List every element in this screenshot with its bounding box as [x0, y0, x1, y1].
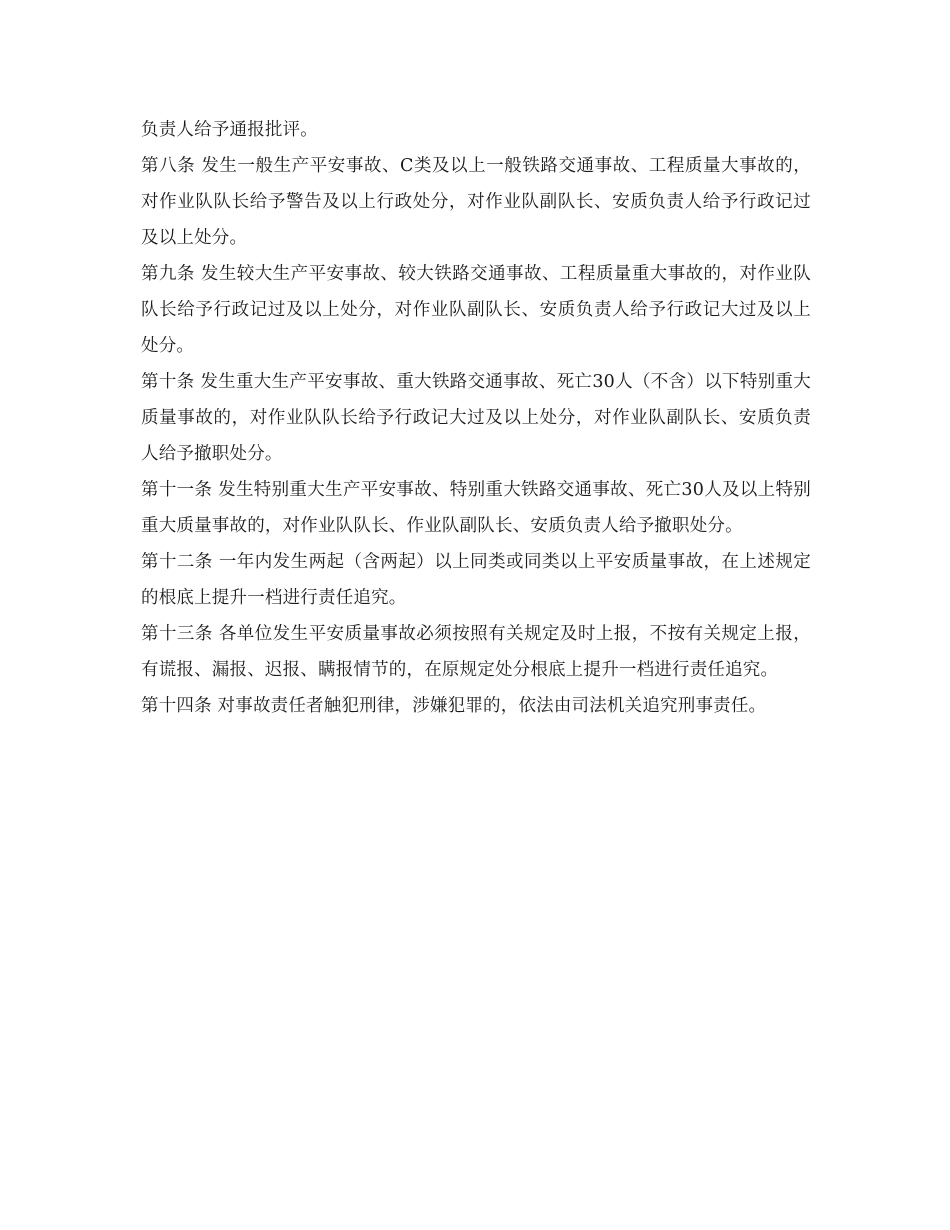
paragraph-article-13: 第十三条 各单位发生平安质量事故必须按照有关规定及时上报，不按有关规定上报，有谎报、漏报、迟报、瞒报情节的，在原规定处分根底上提升一档进行责任追究。	[141, 624, 811, 680]
paragraph-continuation: 负责人给予通报批评。	[141, 120, 318, 140]
paragraph-article-8: 第八条 发生一般生产平安事故、C类及以上一般铁路交通事故、工程质量大事故的，对作业队队长给予警告及以上行政处分，对作业队副队长、安质负责人给予行政记过及以上处分。	[141, 156, 811, 248]
document-body	[141, 112, 811, 724]
paragraph-article-9: 第九条 发生较大生产平安事故、较大铁路交通事故、工程质量重大事故的，对作业队队长给予行政记过及以上处分，对作业队副队长、安质负责人给予行政记大过及以上处分。	[141, 264, 811, 356]
paragraph-article-11: 第十一条 发生特别重大生产平安事故、特别重大铁路交通事故、死亡30人及以上特别重大质量事故的，对作业队队长、作业队副队长、安质负责人给予撤职处分。	[141, 480, 811, 536]
paragraph-article-10: 第十条 发生重大生产平安事故、重大铁路交通事故、死亡30人（不含）以下特别重大质量事故的，对作业队队长给予行政记大过及以上处分，对作业队副队长、安质负责人给予撤职处分。	[141, 372, 811, 464]
paragraph-article-12: 第十二条 一年内发生两起（含两起）以上同类或同类以上平安质量事故，在上述规定的根底上提升一档进行责任追究。	[141, 552, 811, 608]
paragraph-article-14: 第十四条 对事故责任者触犯刑律，涉嫌犯罪的，依法由司法机关追究刑事责任。	[141, 696, 767, 716]
